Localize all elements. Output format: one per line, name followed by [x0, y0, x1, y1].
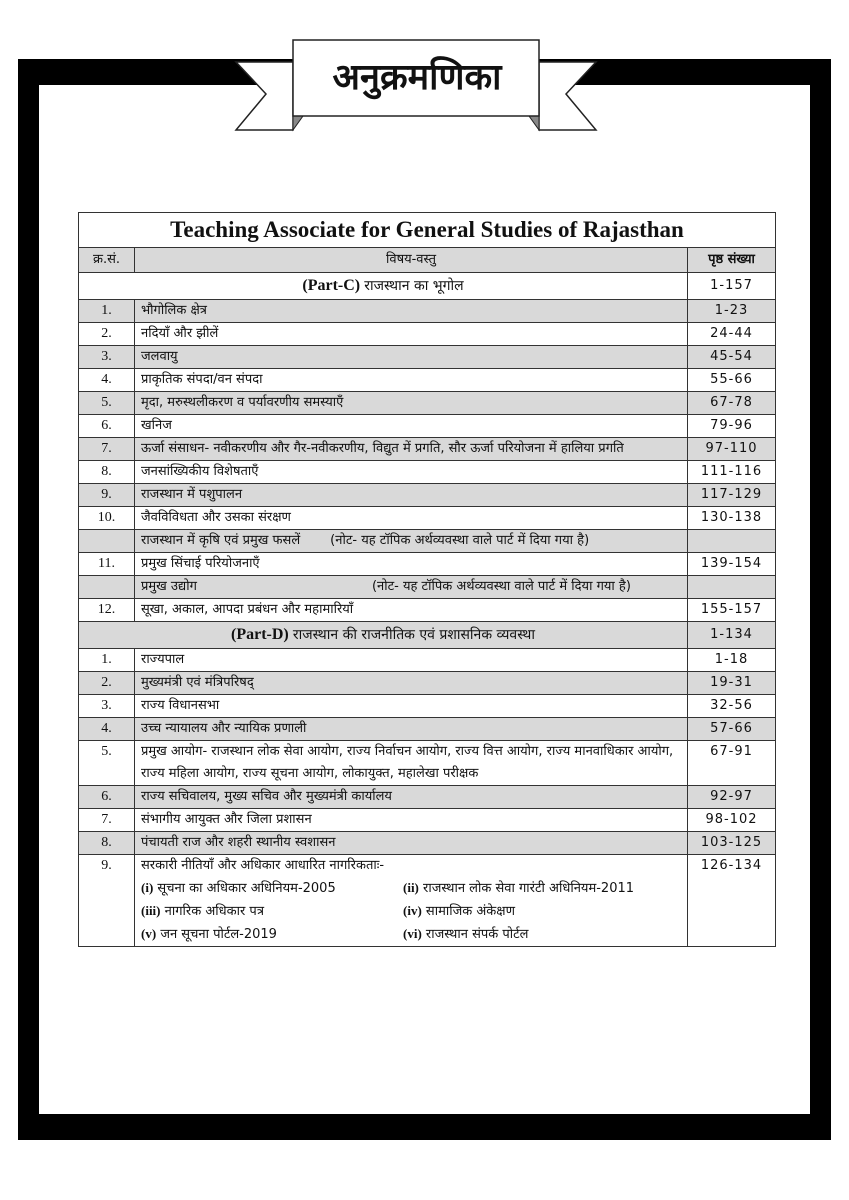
header-page: पृष्ठ संख्या — [688, 248, 776, 273]
row-number: 1. — [79, 649, 135, 672]
row-pages: 98-102 — [688, 809, 776, 832]
row-title: ऊर्जा संसाधन- नवीकरणीय और गैर-नवीकरणीय, विद्युत में प्रगति, सौर ऊर्जा परियोजना में हालिया प्रगति — [135, 438, 688, 461]
row-pages: 67-91 — [688, 741, 776, 786]
part-title: राजस्थान का भूगोल — [364, 278, 464, 294]
table-row — [79, 392, 776, 415]
row-pages: 117-129 — [688, 484, 776, 507]
table-row — [79, 323, 776, 346]
section-row-part-d — [79, 622, 776, 649]
row-title: जैवविविधता और उसका संरक्षण — [135, 507, 688, 530]
row-number: 7. — [79, 809, 135, 832]
note-topic: राजस्थान में कृषि एवं प्रमुख फसलें — [141, 533, 301, 548]
note-row — [79, 530, 776, 553]
table-row — [79, 832, 776, 855]
sub-item-numeral: (iii) — [141, 903, 161, 918]
row-title: नदियाँ और झीलें — [135, 323, 688, 346]
row-title: पंचायती राज और शहरी स्थानीय स्वशासन — [135, 832, 688, 855]
row-title: जनसांख्यिकीय विशेषताएँ — [135, 461, 688, 484]
row-number: 3. — [79, 695, 135, 718]
part-label: (Part-D) — [231, 626, 289, 643]
row-title: उच्च न्यायालय और न्यायिक प्रणाली — [135, 718, 688, 741]
row-title: मृदा, मरुस्थलीकरण व पर्यावरणीय समस्याएँ — [135, 392, 688, 415]
row-title: सरकारी नीतियाँ और अधिकार आधारित नागरिकताः- — [141, 858, 385, 873]
row-number: 1. — [79, 300, 135, 323]
row-title: राज्य सचिवालय, मुख्य सचिव और मुख्यमंत्री कार्यालय — [135, 786, 688, 809]
row-pages: 130-138 — [688, 507, 776, 530]
sub-item-numeral: (iv) — [403, 903, 422, 918]
sub-item-numeral: (v) — [141, 926, 157, 941]
row-number: 6. — [79, 786, 135, 809]
row-title: मुख्यमंत्री एवं मंत्रिपरिषद् — [135, 672, 688, 695]
row-pages: 55-66 — [688, 369, 776, 392]
sub-item-text: सामाजिक अंकेक्षण — [425, 904, 515, 919]
part-title: राजस्थान की राजनीतिक एवं प्रशासनिक व्यवस्था — [292, 627, 535, 643]
row-title: जलवायु — [135, 346, 688, 369]
sub-item — [141, 877, 403, 900]
table-row — [79, 369, 776, 392]
row-number: 5. — [79, 741, 135, 786]
row-number: 4. — [79, 369, 135, 392]
row-pages: 92-97 — [688, 786, 776, 809]
sub-item-text: जन सूचना पोर्टल-2019 — [160, 927, 277, 942]
sub-item — [403, 877, 681, 900]
table-row — [79, 484, 776, 507]
sub-items — [141, 877, 681, 946]
sub-item — [141, 900, 403, 923]
table-row — [79, 461, 776, 484]
row-title: राज्य विधानसभा — [135, 695, 688, 718]
table-row — [79, 415, 776, 438]
sub-item — [403, 900, 681, 923]
table-title: Teaching Associate for General Studies of Rajasthan — [79, 213, 776, 248]
banner-title: अनुक्रमणिका — [332, 57, 502, 98]
row-pages: 79-96 — [688, 415, 776, 438]
header-sno: क्र.सं. — [79, 248, 135, 273]
table-header — [79, 248, 776, 273]
row-number: 6. — [79, 415, 135, 438]
table-row — [79, 507, 776, 530]
row-pages: 1-18 — [688, 649, 776, 672]
table-row: 9. सरकारी नीतियाँ और अधिकार आधारित नागरिकताः- (i) सूचना का अधिकार अधिनियम-2005 (ii) राजस्थान लोक सेवा गारंटी अधिनियम-2011 (iii) नागरिक अधिकार पत्र (iv) सामाजिक अंकेक्षण (v) जन सूचना पोर्टल-2019 (vi) राजस्थान संपर्क पोर्टल 126-134 — [79, 855, 776, 947]
row-title: राजस्थान में पशुपालन — [135, 484, 688, 507]
sub-item-numeral: (ii) — [403, 880, 419, 895]
row-number: 5. — [79, 392, 135, 415]
row-pages: 111-116 — [688, 461, 776, 484]
row-number: 4. — [79, 718, 135, 741]
sub-item-numeral: (vi) — [403, 926, 422, 941]
sub-item-text: सूचना का अधिकार अधिनियम-2005 — [157, 881, 336, 896]
note-row — [79, 576, 776, 599]
table-row — [79, 438, 776, 461]
table-row — [79, 346, 776, 369]
row-number: 10. — [79, 507, 135, 530]
section-row-part-c — [79, 273, 776, 300]
row-title: प्राकृतिक संपदा/वन संपदा — [135, 369, 688, 392]
title-banner — [231, 38, 601, 168]
table-row — [79, 672, 776, 695]
sub-item-text: राजस्थान संपर्क पोर्टल — [425, 927, 529, 942]
note-topic: प्रमुख उद्योग — [141, 579, 197, 594]
row-title: राज्यपाल — [135, 649, 688, 672]
part-pages: 1-157 — [688, 273, 776, 300]
table-row — [79, 786, 776, 809]
row-number: 2. — [79, 323, 135, 346]
sub-item-text: नागरिक अधिकार पत्र — [164, 904, 264, 919]
table-row — [79, 809, 776, 832]
row-pages: 1-23 — [688, 300, 776, 323]
row-pages: 103-125 — [688, 832, 776, 855]
sub-item — [141, 923, 403, 946]
row-pages: 97-110 — [688, 438, 776, 461]
table-row: 11. प्रमुख सिंचाई परियोजनाएँ 139-154 — [79, 553, 776, 576]
table-row — [79, 718, 776, 741]
row-number: 9. — [79, 484, 135, 507]
part-label: (Part-C) — [302, 277, 361, 294]
row-title: प्रमुख आयोग- राजस्थान लोक सेवा आयोग, राज्य निर्वाचन आयोग, राज्य वित्त आयोग, राज्य मानवाधिकार आयोग, राज्य महिला आयोग, राज्य सूचना आयोग, लोकायुक्त, महालेखा परीक्षक — [135, 741, 688, 786]
row-title: संभागीय आयुक्त और जिला प्रशासन — [135, 809, 688, 832]
row-number: 8. — [79, 832, 135, 855]
row-pages: 24-44 — [688, 323, 776, 346]
table-row — [79, 649, 776, 672]
table-row — [79, 695, 776, 718]
row-number: 2. — [79, 672, 135, 695]
row-pages: 67-78 — [688, 392, 776, 415]
sub-item — [403, 923, 681, 946]
table-row: 12. सूखा, अकाल, आपदा प्रबंधन और महामारियाँ 155-157 — [79, 599, 776, 622]
row-number: 3. — [79, 346, 135, 369]
sub-item-text: राजस्थान लोक सेवा गारंटी अधिनियम-2011 — [423, 881, 635, 896]
row-number: 8. — [79, 461, 135, 484]
note-text: (नोट- यह टॉपिक अर्थव्यवस्था वाले पार्ट में दिया गया है) — [330, 533, 590, 548]
note-text: (नोट- यह टॉपिक अर्थव्यवस्था वाले पार्ट में दिया गया है) — [371, 579, 631, 594]
row-pages: 19-31 — [688, 672, 776, 695]
table-row — [79, 741, 776, 786]
sub-item-numeral: (i) — [141, 880, 154, 895]
row-pages: 45-54 — [688, 346, 776, 369]
row-number: 7. — [79, 438, 135, 461]
header-subject: विषय-वस्तु — [135, 248, 688, 273]
table-row — [79, 300, 776, 323]
toc-table — [78, 212, 776, 947]
row-title: खनिज — [135, 415, 688, 438]
row-title: भौगोलिक क्षेत्र — [135, 300, 688, 323]
row-pages: 57-66 — [688, 718, 776, 741]
part-pages: 1-134 — [688, 622, 776, 649]
row-pages: 32-56 — [688, 695, 776, 718]
